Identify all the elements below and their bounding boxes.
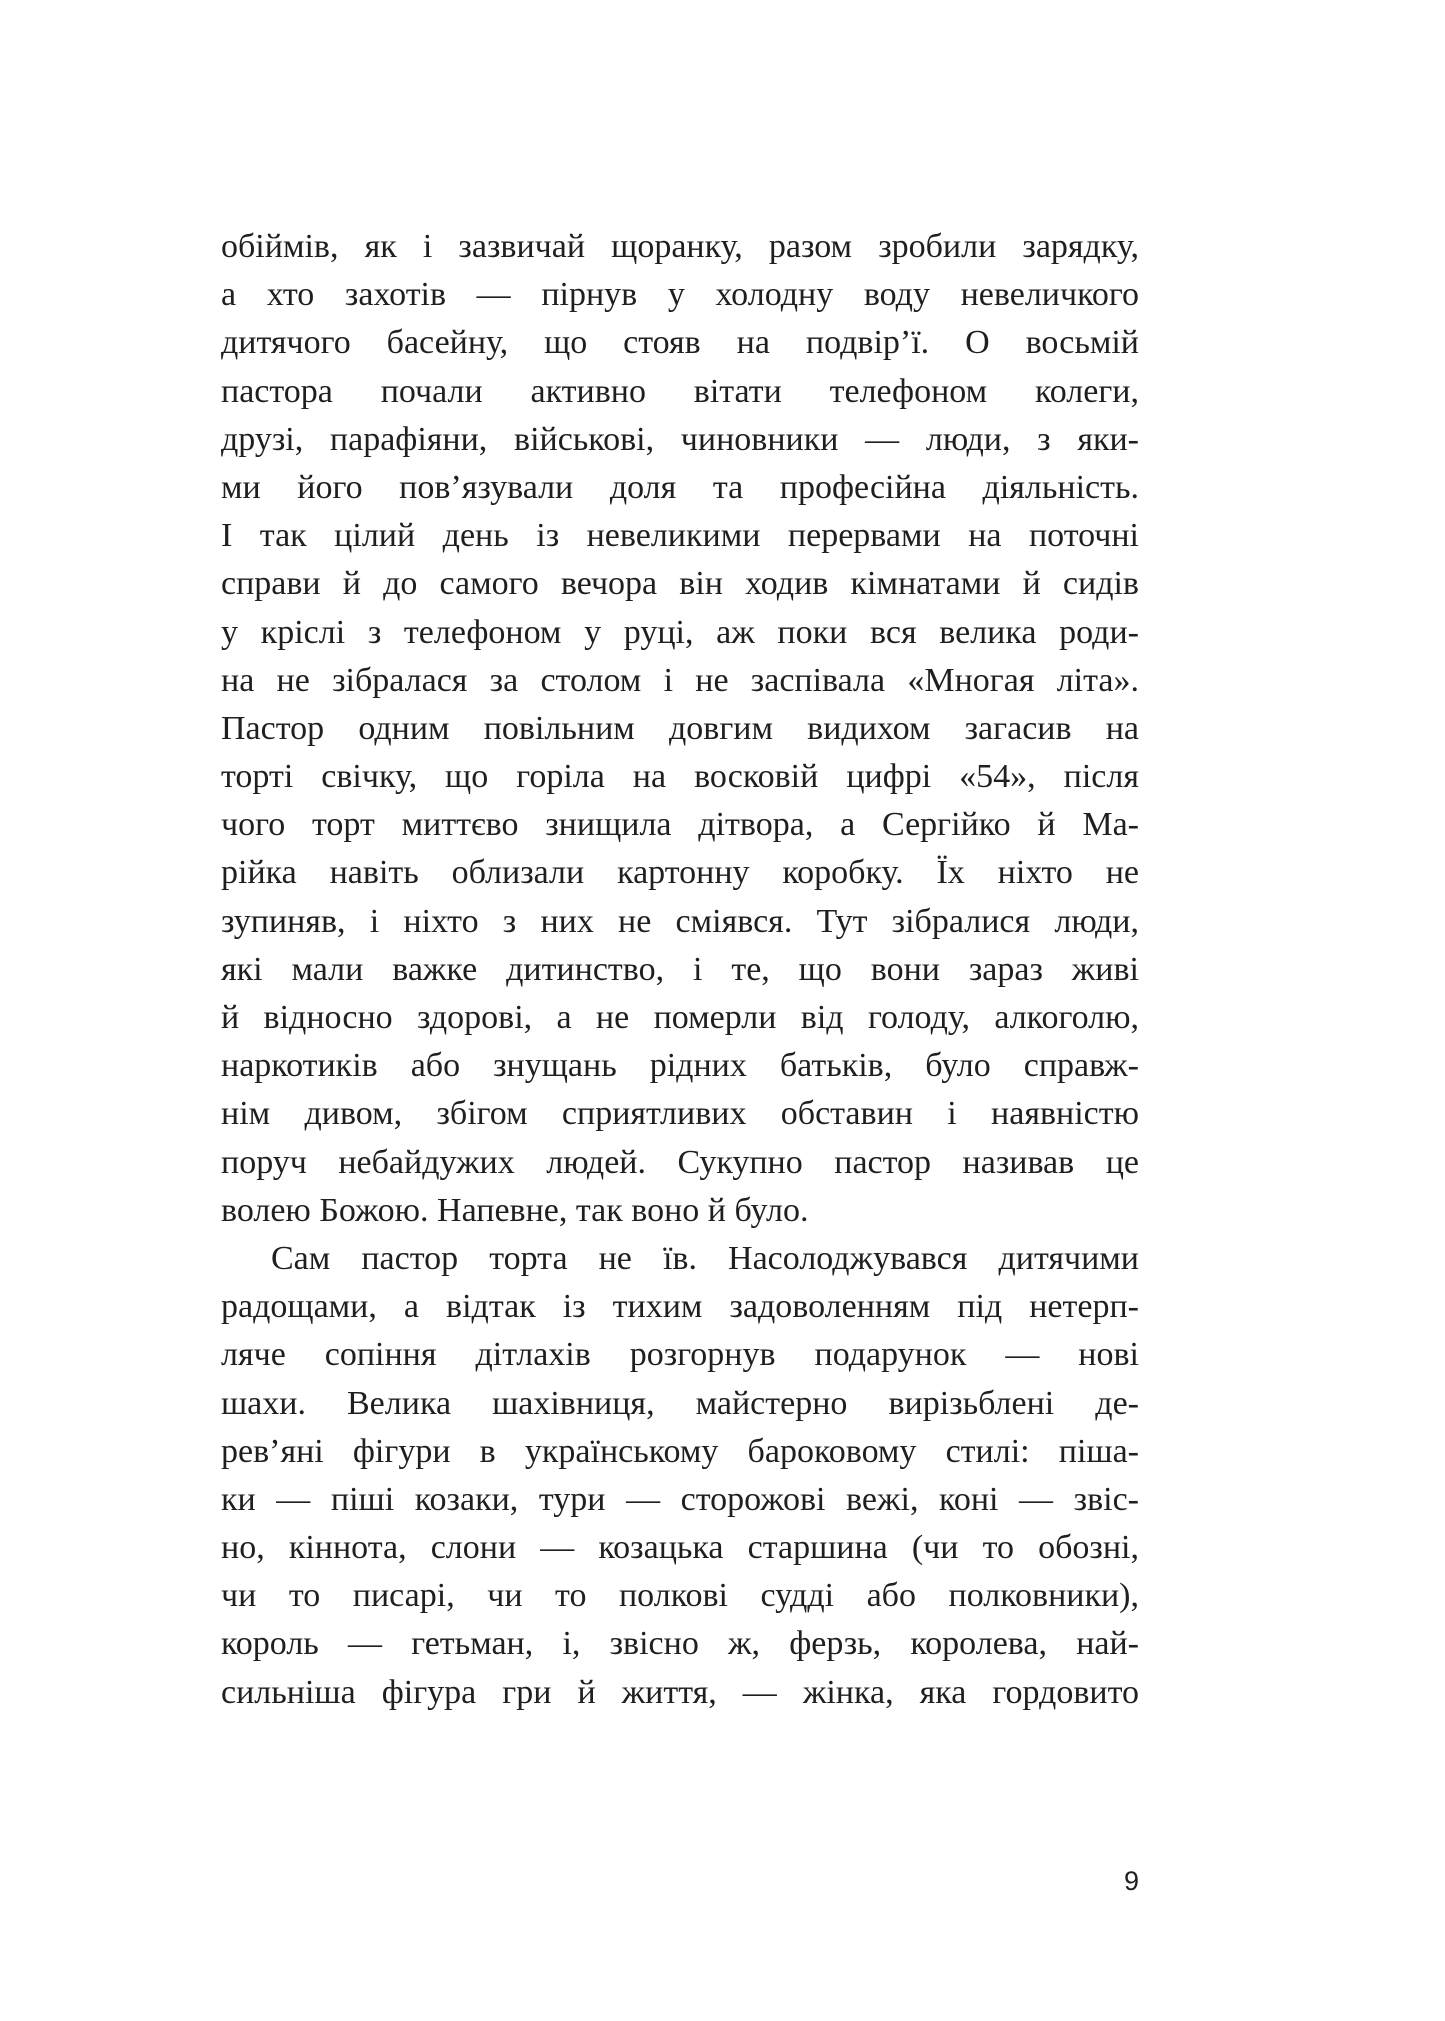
text-line: Пастор одним повільним довгим видихом загасив на: [221, 709, 1139, 747]
text-line: обіймів, як і зазвичай щоранку, разом зробили зарядку,: [221, 228, 1139, 265]
paragraph-1: [221, 223, 1139, 1235]
text-line: [221, 1717, 1139, 1765]
text-line: які мали важке дитинство, і те, що вони зараз живі: [221, 950, 1139, 988]
text-line: рев’яні фігури в українському бароковому стилі: піша-: [221, 1432, 1139, 1470]
text-line: друзі, парафіяни, військові, чиновники — люди, з яки-: [221, 420, 1139, 458]
text-line: чого торт миттєво знищила дітвора, а Сергійко й Ма-: [221, 806, 1139, 844]
text-line: пастора почали активно вітати телефоном колеги,: [221, 372, 1139, 410]
text-line: радощами, а відтак із тихим задоволенням під нетерп-: [221, 1288, 1139, 1326]
text-line: поруч небайдужих людей. Сукупно пастор називав це: [221, 1143, 1139, 1181]
text-line: й відносно здорові, а не померли від голоду, алкоголю,: [221, 999, 1139, 1036]
text-line: у кріслі з телефоном у руці, аж поки вся велика роди-: [221, 613, 1139, 651]
text-line: ки — піші козаки, тури — сторожові вежі, коні — звіс-: [221, 1480, 1139, 1518]
text-line: І так цілий день із невеликими перервами на поточні: [221, 517, 1139, 555]
text-line: зупиняв, і ніхто з них не сміявся. Тут зібралися люди,: [221, 902, 1139, 940]
text-line: но, кіннота, слони — козацька старшина (чи то обозні,: [221, 1529, 1139, 1567]
text-line: ми його пов’язували доля та професійна діяльність.: [221, 468, 1139, 506]
body-text: [221, 223, 1139, 1765]
text-line: Сам пастор торта не їв. Насолоджувався дитячими: [271, 1239, 1139, 1277]
text-line: шахи. Велика шахівниця, майстерно вирізьблені де-: [221, 1384, 1139, 1422]
text-line: король — гетьман, і, звісно ж, ферзь, королева, най-: [221, 1625, 1139, 1663]
text-line: волею Божою. Напевне, так воно й було.: [221, 1191, 809, 1229]
text-line: чи то писарі, чи то полкові судді або полковники),: [221, 1577, 1139, 1615]
text-line: наркотиків або знущань рідних батьків, було справж-: [221, 1047, 1139, 1085]
page-number: 9: [1123, 1866, 1139, 1896]
text-line: справи й до самого вечора він ходив кімнатами й сидів: [221, 565, 1139, 603]
text-line: дитячого басейну, що стояв на подвір’ї. О восьмій: [221, 324, 1139, 362]
text-line: а хто захотів — пірнув у холодну воду невеличкого: [221, 276, 1139, 314]
text-line: ляче сопіння дітлахів розгорнув подарунок — нові: [221, 1336, 1139, 1374]
text-line: нім дивом, збігом сприятливих обставин і наявністю: [221, 1095, 1139, 1133]
text-line: торті свічку, що горіла на восковій цифрі «54», після: [221, 758, 1139, 796]
text-line: рійка навіть облизали картонну коробку. Їх ніхто не: [221, 854, 1139, 892]
text-line: на не зібралася за столом і не заспівала «Многая літа».: [221, 661, 1139, 699]
text-line: сильніша фігура гри й життя, — жінка, яка гордовито: [221, 1673, 1139, 1711]
paragraph-2: [221, 1235, 1139, 1765]
